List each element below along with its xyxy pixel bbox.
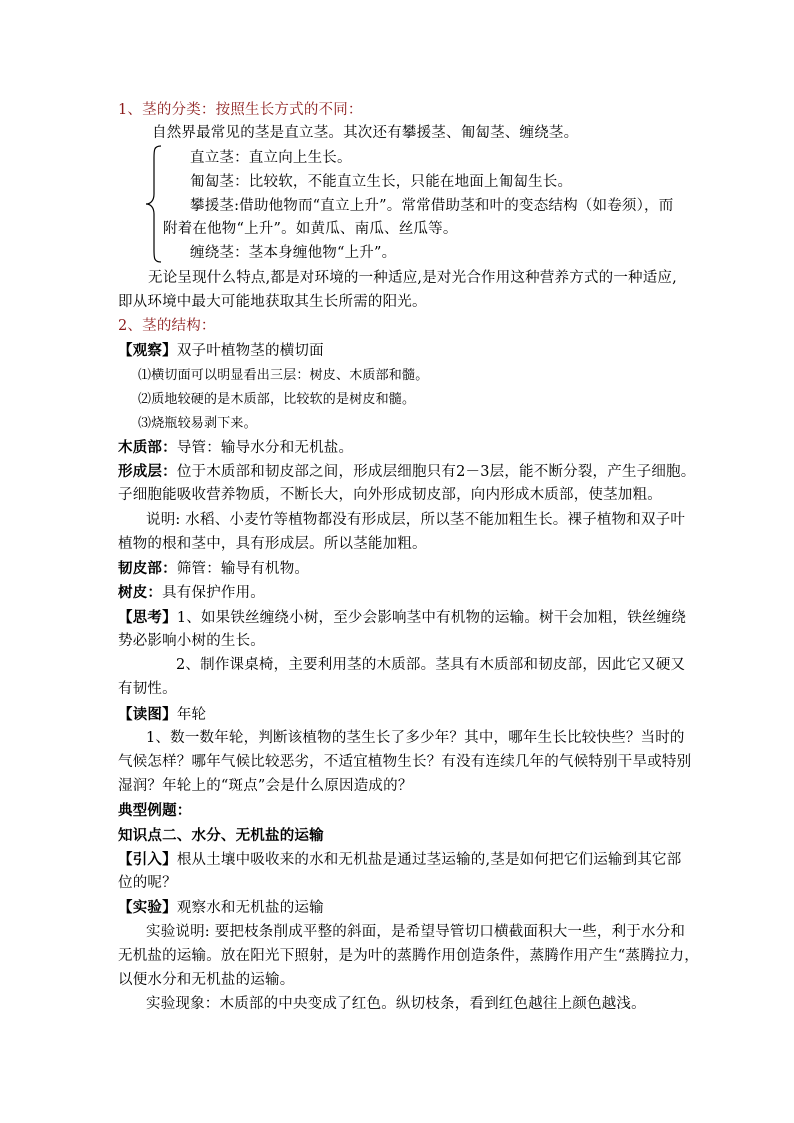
observe-item-2: ⑵质地较硬的是木质部，比较软的是树皮和髓。 <box>138 392 416 407</box>
think-line-1b: 势必影响小树的生长。 <box>118 633 265 649</box>
experiment-text: 观察水和无机盐的运输 <box>176 900 324 916</box>
experiment-tag: 【实验】 <box>118 899 177 916</box>
climbing-stem-line-1: 攀援茎:借助他物而“直立上升”。常常借助茎和叶的变态结构（如卷须），而 <box>190 198 674 214</box>
note-line-1: 说明: 水稻、小麦竹等植物都没有形成层，所以茎不能加粗生长。裸子植物和双子叶 <box>146 512 686 528</box>
section-1-intro: 自然界最常见的茎是直立茎。其次还有攀援茎、匍匐茎、缠绕茎。 <box>152 125 579 141</box>
cambium-line-2: 子细胞能吸收营养物质，不断长大，向外形成韧皮部，向内形成木质部，使茎加粗。 <box>118 487 662 503</box>
intro-line-1 <box>118 849 683 871</box>
ring-line-2: 气候怎样？哪年气候比较恶劣，不适宜植物生长？有没有连续几年的气候特别干旱或特别 <box>118 754 692 770</box>
section-2-title: 2、茎的结构： <box>118 318 216 334</box>
observe-item-3: ⑶烧瓶较易剥下来。 <box>138 416 257 431</box>
think-text-1a: 1、如果铁丝缠绕小树，至少会影响茎中有机物的运输。树干会加粗，铁丝缠绕 <box>176 610 687 626</box>
ring-line-3: 湿润？年轮上的“斑点”会是什么原因造成的？ <box>118 778 413 794</box>
creeping-stem-line: 匍匐茎：比较软，不能直立生长，只能在地面上匍匐生长。 <box>190 174 573 190</box>
intro-line-2: 位的呢？ <box>118 875 177 891</box>
observe-item-1: ⑴横切面可以明显看出三层：树皮、木质部和髓。 <box>138 368 429 383</box>
adaptation-line-2: 即从环境中最大可能地获取其生长所需的阳光。 <box>118 294 427 310</box>
experiment-result: 实验现象：木质部的中央变成了红色。纵切枝条，看到红色越往上颜色越浅。 <box>146 996 646 1012</box>
phloem-label: 韧皮部： <box>118 560 177 577</box>
adaptation-line-1: 无论呈现什么特点,都是对环境的一种适应,是对光合作用这种营养方式的一种适应, <box>148 270 677 286</box>
observe-text: 双子叶植物茎的横切面 <box>176 343 324 359</box>
climbing-stem-line-2: 附着在他物“上升”。如黄瓜、南瓜、丝瓜等。 <box>163 221 458 237</box>
observe-heading <box>118 340 683 362</box>
cambium-text: 位于木质部和韧皮部之间，形成层细胞只有2－3层，能不断分裂，产生子细胞。 <box>176 464 696 480</box>
xylem-text: 导管：输导水分和无机盐。 <box>176 440 354 456</box>
phloem-text: 筛管：输导有机物。 <box>176 561 310 577</box>
twining-stem-line: 缠绕茎：茎本身缠他物“上升”。 <box>190 245 397 261</box>
think-line-2a: 2、制作课桌椅，主要利用茎的木质部。茎具有木质部和韧皮部，因此它又硬又 <box>176 657 686 673</box>
read-figure-heading <box>118 704 683 726</box>
read-tag: 【读图】 <box>118 706 177 723</box>
erect-stem-line: 直立茎：直立向上生长。 <box>190 150 352 166</box>
xylem-line <box>118 437 683 459</box>
phloem-line <box>118 558 683 580</box>
observe-tag: 【观察】 <box>118 342 177 359</box>
curly-brace-icon <box>145 144 163 264</box>
intro-tag: 【引入】 <box>118 851 177 868</box>
cambium-line <box>118 461 696 483</box>
bark-text: 具有保护作用。 <box>162 585 266 601</box>
xylem-label: 木质部： <box>118 439 177 456</box>
experiment-heading <box>118 897 683 919</box>
cambium-label: 形成层： <box>118 463 177 480</box>
think-line-2b: 有韧性。 <box>118 681 177 697</box>
experiment-note-3: 以便水分和无机盐的运输。 <box>118 972 295 988</box>
section-1-title: 1、茎的分类：按照生长方式的不同： <box>118 102 363 118</box>
read-text: 年轮 <box>176 707 207 723</box>
think-tag: 【思考】 <box>118 609 177 626</box>
intro-text-1: 根从土壤中吸收来的水和无机盐是通过茎运输的,茎是如何把它们运输到其它部 <box>176 852 682 868</box>
bark-line <box>118 582 683 604</box>
think-line-1 <box>118 607 687 629</box>
experiment-note-2: 无机盐的运输。放在阳光下照射，是为叶的蒸腾作用创造条件，蒸腾作用产生“蒸腾拉力， <box>118 948 699 964</box>
note-line-2: 植物的根和茎中，具有形成层。所以茎能加粗。 <box>118 536 427 552</box>
knowledge-point-2: 知识点二、水分、无机盐的运输 <box>118 827 324 844</box>
bark-label: 树皮： <box>118 584 163 601</box>
ring-line-1: 1、数一数年轮，判断该植物的茎生长了多少年？其中，哪年生长比较快些？当时的 <box>146 730 685 746</box>
experiment-note-1: 实验说明: 要把枝条削成平整的斜面，是希望导管切口横截面积大一些，利于水分和 <box>146 924 686 940</box>
examples-heading: 典型例题： <box>118 802 192 819</box>
